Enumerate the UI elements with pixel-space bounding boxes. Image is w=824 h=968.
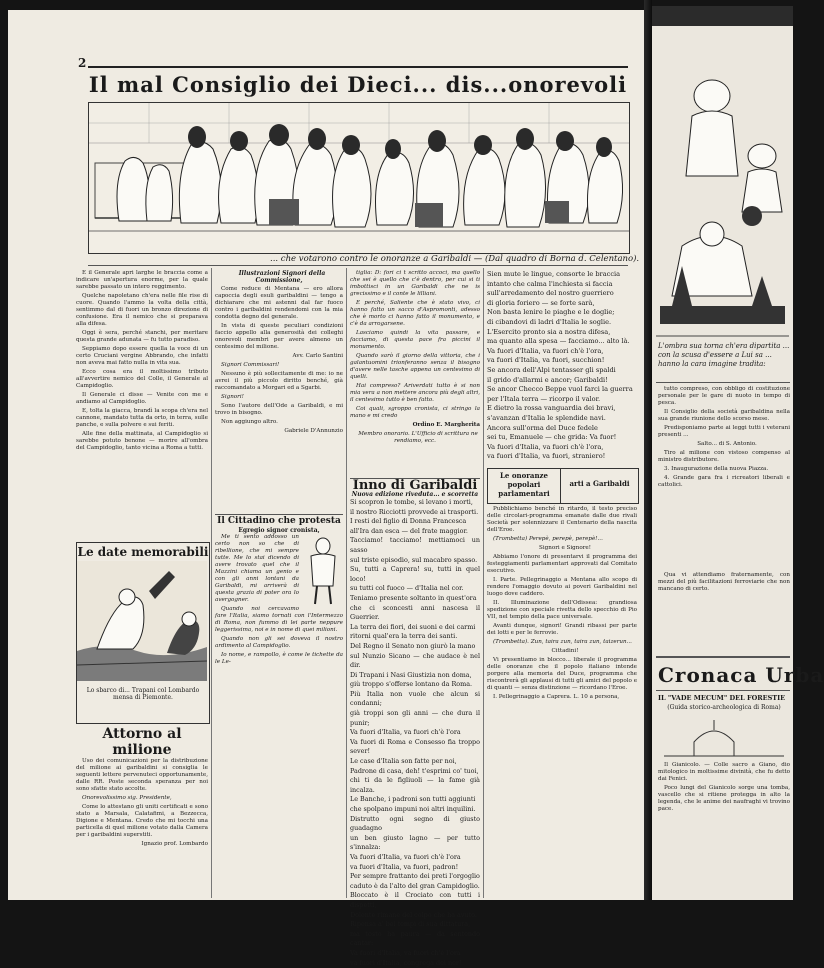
column-3-bottom [350,480,480,896]
inno-title: Inno di Garibaldi [350,482,480,489]
gianicolo-paragraph: Poco lungi del Gianicolo sorge una tomba, vascello che si ritiene protegga in alto la legenda, che le anime dei naufraghi vi trovino pace. [658,785,790,813]
poem-line: Più Italia non vuole che alcun si condanni; [350,690,480,709]
col4-paragraph: II. Illuminazione dell'Odissea: grandiosa spedizione con speciale rivetta dello specchio di Pio VII, nel tempio della pace universale. [487,600,637,621]
column-rule-3 [483,268,484,898]
poem-line: il nostro Ricciotti provvede ai trasporti. [350,508,480,518]
cittadino-paragraph: Me ti sento addosso un certo non so che di ribellione, che mi sempre tutte. Me lo stai dicendo di avere trovato quel che il Mazzini chiama un genio e con gli anni lontani da Garibaldi, mi arriverà di questa grazia di poter ora lo avergogner. [215,534,343,604]
poem-line: all'Ira dan esca — del frate maggior. [350,527,480,537]
poem-line: Bloccato è il Crociato con tutti i dispetti, [350,891,480,910]
poem-line: L'Esercito pronto sia a nostra difesa, [487,328,637,338]
col1-section-paragraph: Uso dei comunicazioni per la distribuzione del milione ai garibaldini si consiglia le seguenti lettere pervenuteci opportunamente, dalle RR. Poste seconda speranza per noi sono sfatte stato accolte. [76,758,208,793]
poem-line: intanto che calma l'inchiesta si faccia [487,280,637,290]
col2-signature: Avv. Carlo Santini [215,353,343,360]
col1-paragraph: Oggi è sera, perché stanchi, per meritare questa grande adunata — fu tutto paradiso. [76,330,208,344]
poem-line: va fuori d'Italia, va fuori, padron! [350,863,480,873]
poem-line: Su, tutti a Caprera! su, tutti in quel loco! [350,565,480,584]
poem-line: Ripensa a' bei tempi di sua dittatura, [350,920,480,930]
col1-section-paragraph: Onorevolissimo sig. Presidente, [76,795,208,802]
onoranze-box-right: arti a Garibaldi [561,469,638,503]
poem-line: sul triste episodio, sul macabro spasso. [350,556,480,566]
right-page-rule-2 [656,656,790,658]
poem-line: un ben giusto lagno — per tutto s'innalza: [350,834,480,853]
cittadino-paragraph: Quando noi cercavamo fare l'Italia, siamo tornati con l'Intermezzo di Roma, non fummo di lei parte neppure leggerissima, noi e in nome di quei milioni. [215,606,343,634]
col1-paragraph: Quelche napoletano ch'era nelle file rise di cuore. Quando l'ammo la volta della città, sentimmo dal di fuori un bronzo direzione di confusione. Era il nemico che si preparava alla difesa. [76,293,208,328]
poem-line: giù troppo s'offerse lontano da Roma. [350,680,480,690]
right-paragraph: Il Consiglio della società garibaldina nella sua grande riunione dello scorso mese. [658,409,790,423]
poem-line: Di Trapani i Nasi Giustizia non doma, [350,671,480,681]
poem-line: Va fuori d'Italia, va fuori ch'è l'ora [350,728,480,738]
dome-sketch-image [664,718,784,758]
poem-line: va fuori d'Italia, va fuori, straniero! [487,452,637,462]
right-page-cartoon-image [652,6,793,366]
column-rule-1 [211,268,212,898]
col1-section-paragraph: Come lo attestano gli uniti certificati e sono stato a Marsala, Calatafimi, a Bezzecca, Digione e Mentana. Credo che mi tocchi una particella di quel milione votato dalla Camera per i garibaldini superstiti. [76,804,208,839]
poem-line: E dietro la rossa vanguardia dei bravi, [487,404,637,414]
col2-paragraph: Come reduce di Mentana — ero allora capoccia degli esuli garibaldini — tengo a dichiarare che mi astenni dal far fuoco contro i garibaldini rendendomi con la mia condotta degno del generale. [215,286,343,321]
poem-line: ritorni qual'era la terra dei santi. [350,632,480,642]
col2-paragraph: In vista di queste peculiari condizioni faccio appello alla generosità dei colleghi onorevoli membri per avere almeno un centesimo del milione. [215,323,343,351]
poem-line: va fuori d'Italia, congrega dei ner! [350,959,480,968]
newspaper-page [8,10,644,900]
inno-poem [350,498,480,968]
col2-paragraph: Sono l'autore dell'Ode a Garibaldi, e mi trovo in bisogno. [215,403,343,417]
col3-paragraph: Quando sarò il giorno della vittoria, che i galantuomini trionferanno senza il bisogno d'avere nelle tasche appena un centesimo di quelli. [350,353,480,381]
dates-box-caption: Lo sbarco di... Trapani col Lombardo mensa di Piemonte. [77,685,209,703]
col3-paragraph: tiglia: D: fori ci t scritto accoci, ma quello che sei è quello che c'è dentro, per cui si ti imbottisci in un Garibaldi che ne is grecissimo e il conte le lilliani. [350,270,480,298]
col4-paragraph: Signori e Signore! [487,545,637,552]
col3-paragraph: Coi quali, sgroppo cronista, ci stringo la mano e mi credo [350,406,480,420]
vademecum-subtitle: (Guida storico-archeologica di Roma) [658,704,790,711]
poem-line: su tutti col fuoco — d'Italia nel cor. [350,584,480,594]
cittadino-subtitle: Egregio signor cronista, [215,527,343,534]
poem-line: La terra dei fiori, dei suoni e dei carmi [350,623,480,633]
gianicolo-paragraph: Il Gianicolo. — Colle sacro a Giano, dio mitologico in moltissime divinità, che fu detto dai Fenici. [658,762,790,783]
poem-line: Ancora sull'orma del Duce fedele [487,424,637,434]
col1-paragraph: Alle fine della mattinata, al Campidoglio si sarebbe potuto benone — morire all'ombra del Campidoglio, tanto vicina a Roma a tutti. [76,431,208,452]
poem-line: Va fuori d'Italia, va fuori ch'è l'ora [350,949,480,959]
col3-paragraph: Lasciamo quindi la vita passare, e facciamo, di questa pace fra piccini il monumento. [350,330,480,351]
poem-line: Teniamo presente soltanto in quest'ora [350,594,480,604]
poem-line: il grido d'allarmi e ancor; Garibaldi! [487,376,637,386]
column-2-bottom [215,516,343,896]
col2-paragraph: Nessuno è più sollecitamente di me: io ne avrei il più piccolo diritto benché, già raccomandato a Morgari ed a Sgarbi. [215,371,343,392]
poem-line: Va fuori di Roma e Consesso fia troppo sever! [350,738,480,757]
column-2-top [215,270,343,512]
col4-poem [487,270,637,462]
caption-rule [88,265,628,266]
poem-line: caduto è da l'alto del gran Campidoglio. [350,882,480,892]
col4-paragraph: (Trombetta). Zun, taira zun, taira zun, taizerun... [487,639,637,646]
cittadino-paragraph: Io nome, e rampollo, è come le tichette da le Le- [215,652,343,666]
poem-line: Se ancor Checco Beppe vuol farci la guerra [487,385,637,395]
onoranze-box-left: Le onoranze popolari parlamentari [488,469,561,503]
poem-line: Va fuori d'Italia, va fuori ch'è l'ora [350,853,480,863]
cartoon-illustration [88,102,630,254]
col3-paragraph: Hai compreso? Ariverdati tutto è si non mia vera a non mettere ancora più degli altri, il centesimo tutto è ben fatto. [350,383,480,404]
column-rule-2 [346,268,347,898]
right-page-column [658,386,790,566]
col2-signature: Gabriele D'Annunzio [215,428,343,435]
dates-box [76,542,210,724]
column-4-bottom [487,506,637,896]
poem-line: che spolpano impuni noi altri inquilini. [350,805,480,815]
col1-paragraph: Il Generale ci disse — Venite con me e andiamo al Campidoglio. [76,392,208,406]
col2-heading: Signori! [215,394,343,401]
col1-paragraph: E il Generale apri larghe le braccia come a indicare un'apertura enorme, per la quale sarebbe passato un intero reggimento. [76,270,208,291]
right-paragraph: 4. Grande gara fra i ricreatori liberali e cattolici. [658,475,790,489]
poem-line: I resti del figlio di Donna Francesca [350,517,480,527]
poem-line: Se ancora dell'Alpi tentasser gli spaldi [487,366,637,376]
column-1-top [76,270,208,538]
right-page-caption: L'ombra sua torna ch'era dipartita ... con la scusa d'essere a Lui sa ... hanno la cara imagine tradita: [658,342,790,369]
cronaca-title: Cronaca Urba [658,663,788,687]
poem-line: Si scopron le tombe, si levano i morti, [350,498,480,508]
col1-section-signature: Ignazio prof. Lombardo [76,841,208,848]
poem-line: Va fuori d'Italia, va fuori ch'è l'ora, [487,443,637,453]
cartoon-caption: ... che votarono contro le onoranze a Garibaldi — (Dal quadro di Borna d. Celentano). [270,254,630,264]
right-page-rule-1 [656,382,790,383]
col4-paragraph: Avanti dunque, signori! Grandi ribassi per parte dei lotti e per le ferrovie. [487,623,637,637]
right-paragraph: tutto compreso, con obbligo di costituzione personale per le gare di nuoto in tempo di pesca. [658,386,790,407]
right-paragraph: Qua vi attendiamo fraternamente, con mezzi del più facilitazioni ferroviarie che non mancano di certo. [658,572,790,593]
poem-line: di gloria foriero — se forte sarà, [487,299,637,309]
col2-title: Illustrazioni Signori della Commissione, [215,270,343,284]
poem-line: Del Regno il Senato non giurò la mano [350,642,480,652]
right-page [652,6,793,900]
council-cartoon-image [89,103,629,253]
poem-line: ma tosto ha paura — da sentendo cantar: [350,930,480,949]
col1-paragraph: Ecco cosa era il moltissimo tributo all'avvertire nemico del Colle, il Generale al Campidoglio. [76,369,208,390]
headline: Il mal Consiglio dei Dieci... dis...onorevoli [88,72,628,97]
gianicolo-column [658,762,790,898]
poem-line: Sien mute le lingue, consorte le braccia [487,270,637,280]
col4-paragraph: Vi presentiamo in blocco... liberale il programma delle onoranze che il popolo italiano intende porgere alla memoria del Duce, programma che riscontrerà gli applausi di tutti gli amici del popolo e di quanti — senza distinzione — ricordano l'Eroe. [487,657,637,692]
poem-line: Non basta lenire le piaghe e le doglie; [487,308,637,318]
poem-line: sull'arredamento del nostro guerriero [487,289,637,299]
column-1-bottom [76,726,208,896]
poem-line: Padrone di casa, deh! t'esprimi co' tuoi, [350,767,480,777]
right-paragraph: 3. Inaugurazione della nuova Piazza. [658,466,790,473]
col4-paragraph: (Trombetta) Perepè, perepè, perepè!... [487,536,637,543]
poem-line: per l'Itala terra — ricorpo il valor. [487,395,637,405]
col3-sign-note: Membro onorario. L'Ufficio di scrittura ne rendiamo, ecc. [350,431,480,445]
poem-line: s'avanzan d'Italia le splendide navi. [487,414,637,424]
col3-signature: Ordino E. Margherita [350,422,480,429]
right-page-rule-3 [656,690,790,691]
cittadino-title: Il Cittadino che protesta [215,518,343,525]
citizen-figure-image [303,536,343,606]
poem-line: Per sempre frattanto dei preti l'orgoglio [350,872,480,882]
col4-paragraph: Abbiamo l'onore di presentarvi il programma dei festeggiamenti parlamentari approvati dal Comitato esecutivo. [487,554,637,575]
poem-line: di cibandovi di ladri d'Italia le soglie. [487,318,637,328]
right-paragraph: Tiro al milione con vistoso compenso al ministro distributore. [658,450,790,464]
col4-paragraph: I. Parte. Pellegrinaggio a Mentana allo scopo di rendere l'omaggio dovuto ai poveri Garibaldini nel luogo dove caddero. [487,577,637,598]
poem-line: chi ti da le figliuoli — la fame già incalza. [350,776,480,795]
vademecum-title: IL "VADE MECUM" DEL FORESTIE [658,694,793,702]
dates-box-title: Le date memorabili [77,545,209,559]
poem-line: Dolente rimane del colpo che ha avuto. [350,911,480,921]
poem-line: Le Banche, i padroni son tutti aggiunti [350,795,480,805]
poem-line: sei tu, Emanuele — che grida: Va fuor! [487,433,637,443]
page-number: 2 [78,56,86,70]
right-page-column-2 [658,572,790,652]
header-rule [88,66,628,68]
inno-subtitle: Nuova edizione riveduta... e scorretta [350,491,480,498]
col4-paragraph: I. Pellegrinaggio a Caprera. L. 10 a persona, [487,694,637,701]
col2-heading: Signori Commissari! [215,362,343,369]
page-gutter [644,0,652,900]
right-paragraph: Predisponiamo parte ai leggi tutti i veterani presenti ... [658,425,790,439]
poem-line: va fuori d'Italia, va fuori, succhion! [487,356,637,366]
column-4-top [487,270,637,466]
col2-paragraph: Non aggiungo altro. [215,419,343,426]
poem-line: Distrutto ogni segno di giusto guadagno [350,815,480,834]
right-paragraph: Salto... di S. Antonio. [658,441,790,448]
poem-line: Va fuori d'Italia, va fuori ch'è l'ora, [487,347,637,357]
poem-line: sul Nunzio Sicano — che audace è nel dir. [350,652,480,671]
poem-line: ma quanto alla spesa — facciamo... alto là. [487,337,637,347]
col4-paragraph: Cittadini! [487,648,637,655]
attorno-title: Attorno al milione [76,726,208,758]
column-3-top [350,270,480,476]
col4-paragraph: Pubblichiamo benché in ritardo, il testo preciso delle circolari-programma emanate dalle due rivali Società per solennizzare il Centenario della nascita dell'Eroe. [487,506,637,534]
col1-paragraph: Seppiamo dopo essere quella la voce di un certo Cruciani vergine Abbrando, che infatti non aveva mai fatto nulla in vita sua. [76,346,208,367]
cittadino-paragraph: Quando non gli sei doveva il nostro ardimento al Campidoglio. [215,636,343,650]
landing-cartoon-image [77,561,207,681]
col3-paragraph: E perché, Saliente che è stato vivo, ci hanno fatto un sacco d'Aspromonti, adesso che è morto ci hanno fatto il monumento, e c'è da arrogarsene. [350,300,480,328]
poem-line: già troppi son gli anni — che dura il punir; [350,709,480,728]
poem-line: che ci sconcesti anni nascesa il Guerrier. [350,604,480,623]
col1-paragraph: E, tolta la giacca, brandì la scopa ch'era nel cannone, mandato tutta da orto, in terra, sulle panche, e sulla polvere e sui feriti. [76,408,208,429]
col2-section-rule [215,514,343,515]
poem-line: Le case d'Italia son fatte per noi, [350,757,480,767]
poem-line: Tacciamo! tacciamo! mettiamoci un sasso [350,536,480,555]
onoranze-box [487,468,639,504]
